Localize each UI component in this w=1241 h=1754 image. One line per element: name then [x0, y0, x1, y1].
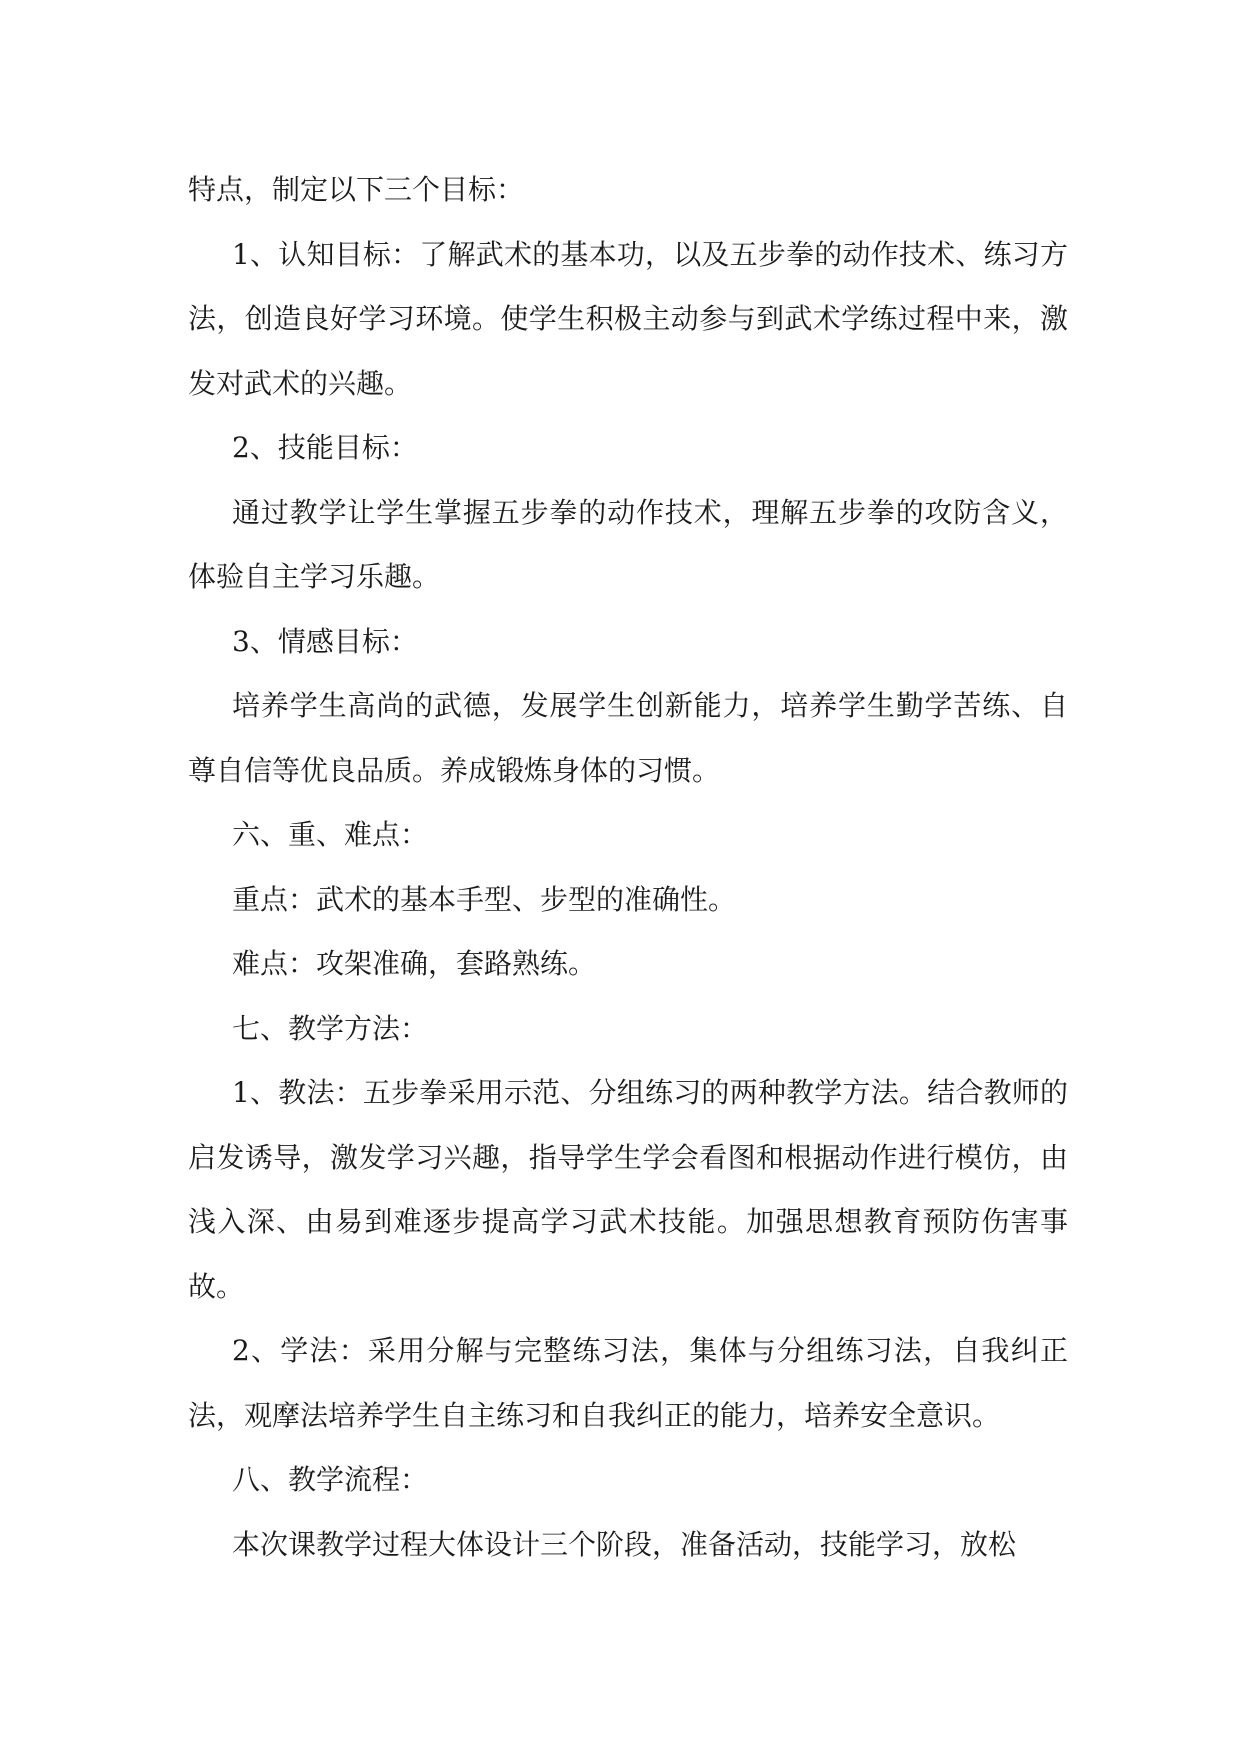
- paragraph: 1、认知目标：了解武术的基本功，以及五步拳的动作技术、练习方法，创造良好学习环境。使学生积极主动参与到武术学练过程中来，激发对武术的兴趣。: [188, 237, 1068, 400]
- paragraph: 八、教学流程：: [232, 1463, 429, 1496]
- body-text: [188, 158, 1068, 1577]
- paragraph: 通过教学让学生掌握五步拳的动作技术，理解五步拳的攻防含义，体验自主学习乐趣。: [188, 495, 1068, 593]
- paragraph: 2、学法：采用分解与完整练习法，集体与分组练习法，自我纠正法，观摩法培养学生自主练习和自我纠正的能力，培养安全意识。: [188, 1334, 1068, 1432]
- paragraph: 3、情感目标：: [232, 624, 418, 658]
- paragraph: 本次课教学过程大体设计三个阶段，准备活动，技能学习，放松: [232, 1527, 1017, 1561]
- paragraph: 1、教法：五步拳采用示范、分组练习的两种教学方法。结合教师的启发诱导，激发学习兴趣，指导学生学会看图和根据动作进行模仿，由浅入深、由易到难逐步提高学习武术技能。加强思想教育预防伤害事故。: [188, 1076, 1068, 1303]
- paragraph: 六、重、难点：: [232, 818, 429, 851]
- paragraph: 培养学生高尚的武德，发展学生创新能力，培养学生勤学苦练、自尊自信等优良品质。养成锻炼身体的习惯。: [188, 689, 1068, 787]
- paragraph: 难点：攻架准确，套路熟练。: [232, 947, 597, 980]
- paragraph: 特点，制定以下三个目标：: [188, 173, 525, 206]
- paragraph: 重点：武术的基本手型、步型的准确性。: [232, 882, 737, 916]
- paragraph: 2、技能目标：: [232, 431, 418, 464]
- paragraph: 七、教学方法：: [232, 1011, 429, 1045]
